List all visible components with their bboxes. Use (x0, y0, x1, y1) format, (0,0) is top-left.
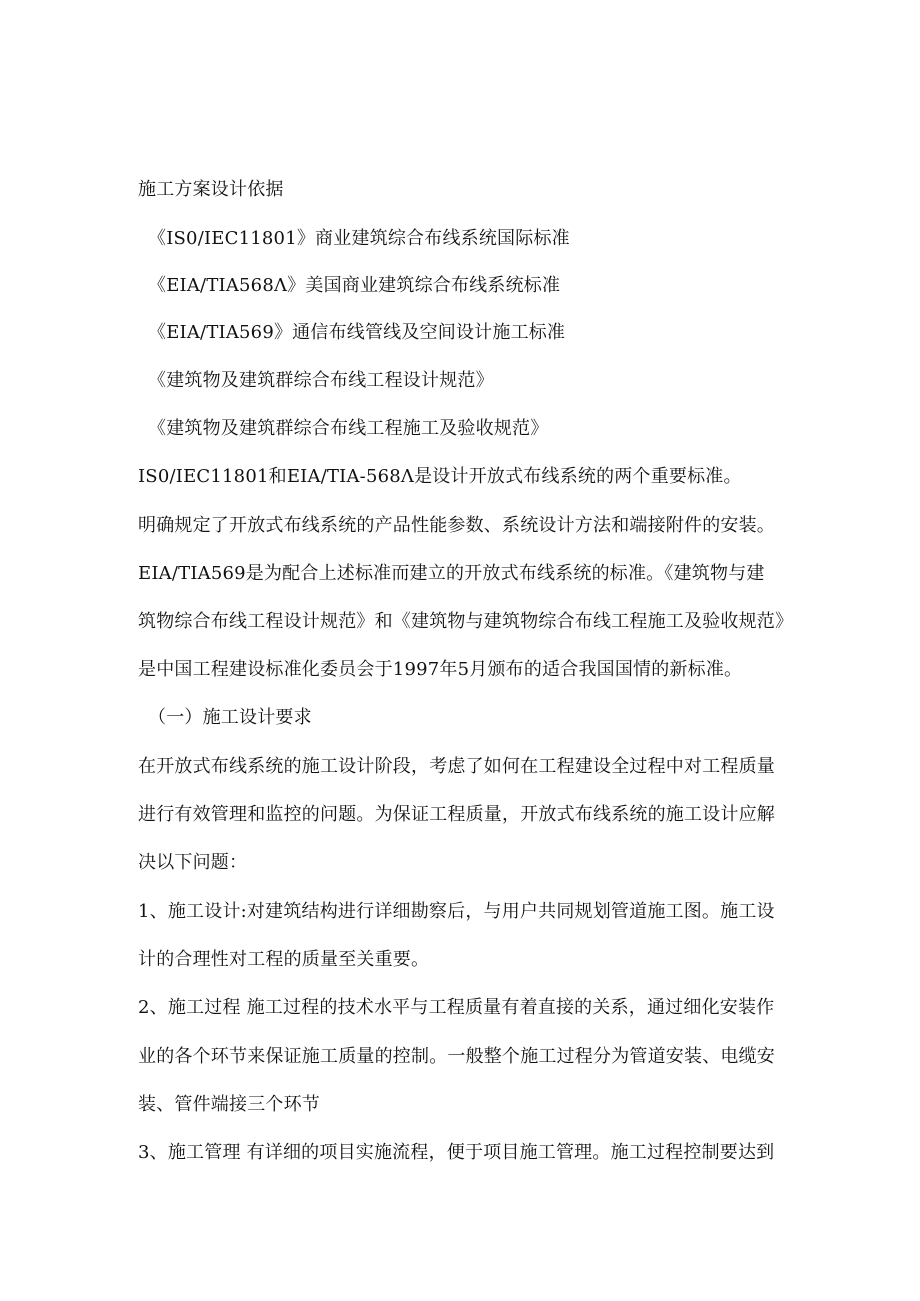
list-item-line: 2、施工过程 施工过程的技术水平与工程质量有着直接的关系，通过细化安装作 (138, 997, 775, 1018)
paragraph-line: 进行有效管理和监控的问题。为保证工程质量，开放式布线系统的施工设计应解 (138, 804, 775, 825)
paragraph-line: 筑物综合布线工程设计规范》和《建筑物与建筑物综合布线工程施工及验收规范》 (138, 611, 794, 632)
paragraph-line: IS0/IEC11801和EIA/TIA-568Λ是设计开放式布线系统的两个重要标准。 (138, 466, 742, 487)
standard-item: 《建筑物及建筑群综合布线工程施工及验收规范》 (148, 418, 549, 439)
standard-item: 《IS0/IEC11801》商业建筑综合布线系统国际标准 (148, 228, 570, 249)
list-item-line: 1、施工设计:对建筑结构进行详细勘察后，与用户共同规划管道施工图。施工设 (138, 901, 775, 922)
list-item-line: 装、管件端接三个环节 (138, 1094, 320, 1115)
paragraph-line: 在开放式布线系统的施工设计阶段，考虑了如何在工程建设全过程中对工程质量 (138, 756, 775, 777)
paragraph-line: EIA/TIA569是为配合上述标准而建立的开放式布线系统的标准。《建筑物与建 (138, 563, 765, 584)
list-item-line: 3、施工管理 有详细的项目实施流程，便于项目施工管理。施工过程控制要达到 (138, 1142, 775, 1163)
standard-item: 《EIA/TIA569》通信布线管线及空间设计施工标准 (148, 322, 566, 343)
standard-item: 《建筑物及建筑群综合布线工程设计规范》 (148, 370, 494, 391)
paragraph-line: 是中国工程建设标准化委员会于1997年5月颁布的适合我国国情的新标准。 (138, 659, 743, 680)
list-item-line: 计的合理性对工程的质量至关重要。 (138, 949, 430, 970)
section-heading: （一）施工设计要求 (148, 707, 312, 728)
list-item-line: 业的各个环节来保证施工质量的控制。一般整个施工过程分为管道安装、电缆安 (138, 1046, 775, 1067)
paragraph-line: 明确规定了开放式布线系统的产品性能参数、系统设计方法和端接附件的安装。 (138, 515, 775, 536)
document-title: 施工方案设计依据 (138, 179, 284, 200)
paragraph-line: 决以下问题： (138, 852, 248, 873)
standard-item: 《EIA/TIA568Λ》美国商业建筑综合布线系统标准 (148, 275, 561, 296)
